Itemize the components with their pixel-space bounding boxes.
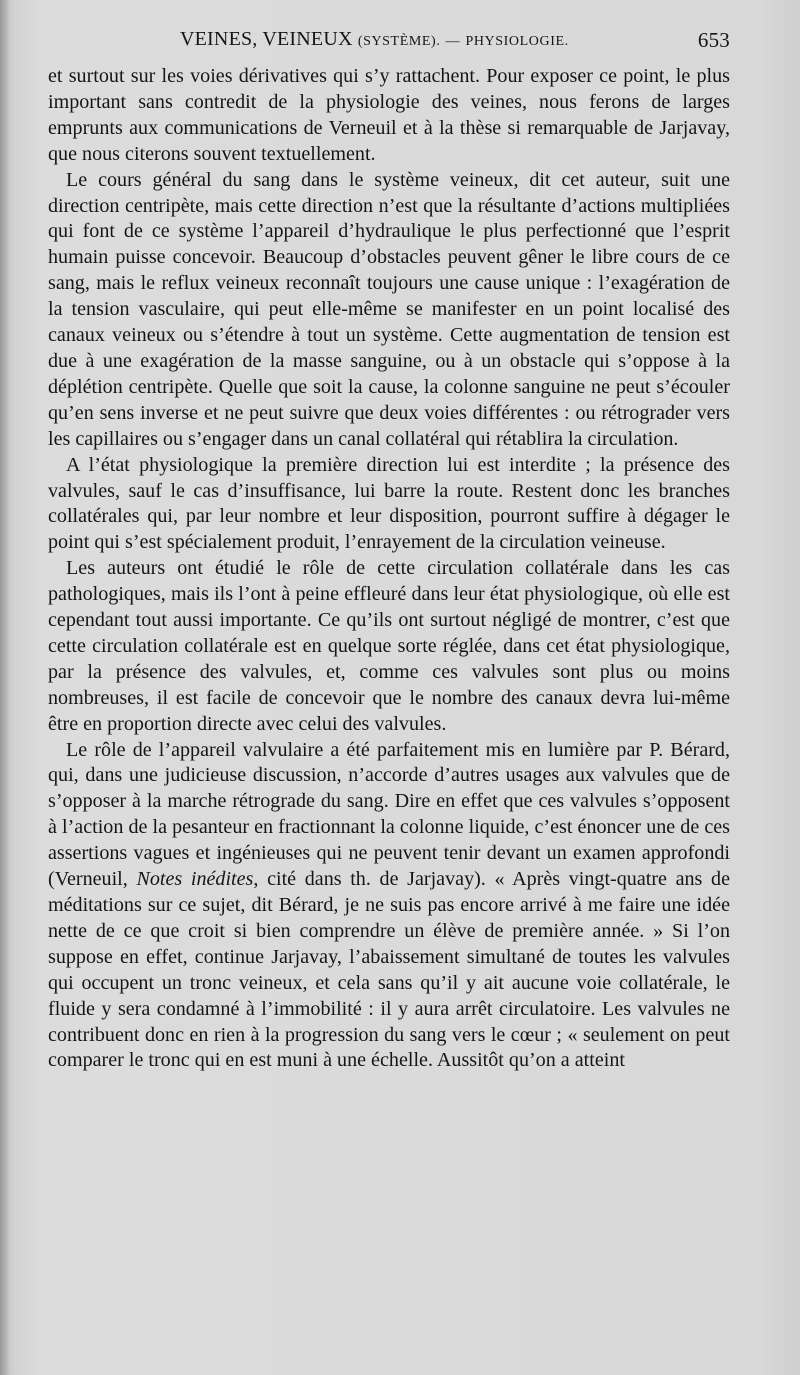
running-header: [48, 28, 730, 60]
paragraph-text: , cité dans th. de Jarjavay). « Après vingt-quatre ans de méditations sur ce sujet, dit Bérard, je ne suis pas encore arrivé à me faire une idée nette de ce que croit si bien comprendre un élève de première année. » Si l’on suppose en effet, continue Jarjavay, l’abaissement simultané de toutes les valvules qui occupent un tronc veineux, et cela sans qu’il y ait aucune voie collatérale, le fluide y sera condamné à l’immobilité : il y aura arrêt circulatoire. Les valvules ne contribuent donc en rien à la progression du sang vers le cœur ; « seulement on peut comparer le tronc qui en est muni à une échelle. Aussitôt qu’on a atteint: [48, 868, 731, 1072]
page-number: 653: [697, 28, 730, 52]
binding-shadow: [0, 0, 10, 1375]
italic-citation: Notes inédites: [136, 868, 254, 891]
paragraph-text: Le rôle de l’appareil valvulaire a été parfaitement mis en lumière par P. Bérard, qui, dans une judicieuse discussion, n’accorde d’autres usages aux valvules que de s’opposer à la marche rétrograde du sang. Dire en effet que ces valvules s’opposent à l’action de la pesanteur en fractionnant la colonne liquide, c’est énoncer une de ces assertions vagues et ingénieuses qui ne peuvent tenir devant un examen approfondi (Verneuil,: [48, 738, 730, 891]
paragraph: A l’état physiologique la première direction lui est interdite ; la présence des valvules, sauf le cas d’insuffisance, lui barre la route. Restent donc les branches collatérales qui, par leur nombre et leur disposition, pourront suffire à dégager le point qui s’est spécialement produit, l’enrayement de la circulation veineuse.: [48, 453, 730, 554]
title-small: (SYSTÈME).: [357, 34, 441, 49]
paragraph: [48, 738, 730, 1075]
title-dash: —: [445, 34, 461, 49]
running-title: [180, 28, 569, 51]
paragraph: Les auteurs ont étudié le rôle de cette circulation collatérale dans les cas pathologiques, mais ils l’ont à peine effleuré dans leur état physiologique, où elle est cependant tout aussi importante. Ce qu’ils ont surtout négligé de montrer, c’est que cette circulation collatérale est en quelque sorte réglée, dans cet état physiologique, par la présence des valvules, et, comme ces valvules sont plus ou moins nombreuses, il est facile de concevoir que le nombre des canaux devra lui-même être en proportion directe avec celui des valvules.: [48, 557, 730, 735]
title-section: PHYSIOLOGIE.: [465, 34, 569, 49]
paragraph: Le cours général du sang dans le système veineux, dit cet auteur, suit une direction centripète, mais cette direction n’est que la résultante d’actions multipliées qui font de ce système l’appareil d’hydraulique le plus perfectionné que l’esprit humain puisse concevoir. Beaucoup d’obstacles peuvent gêner le libre cours de ce sang, mais le reflux veineux reconnaît toujours une cause unique : l’exagération de la tension vasculaire, qui peut elle-même se manifester en un point localisé des canaux veineux ou s’étendre à tout un système. Cette augmentation de tension est due à une exagération de la masse sanguine, ou à un obstacle qui s’oppose à la déplétion centripète. Quelle que soit la cause, la colonne sanguine ne peut s’écouler qu’en sens inverse et ne peut suivre que deux voies différentes : ou rétrograder vers les capillaires ou s’engager dans un canal collatéral qui rétablira la circulation.: [48, 168, 730, 450]
title-main: VEINES, VEINEUX: [180, 28, 353, 50]
body-text: [48, 64, 730, 1074]
paragraph: et surtout sur les voies dérivatives qui s’y rattachent. Pour exposer ce point, le plus important sans contredit de la physiologie des veines, nous ferons de larges emprunts aux communications de Verneuil et à la thèse si remarquable de Jarjavay, que nous citerons souvent textuellement.: [48, 65, 730, 165]
